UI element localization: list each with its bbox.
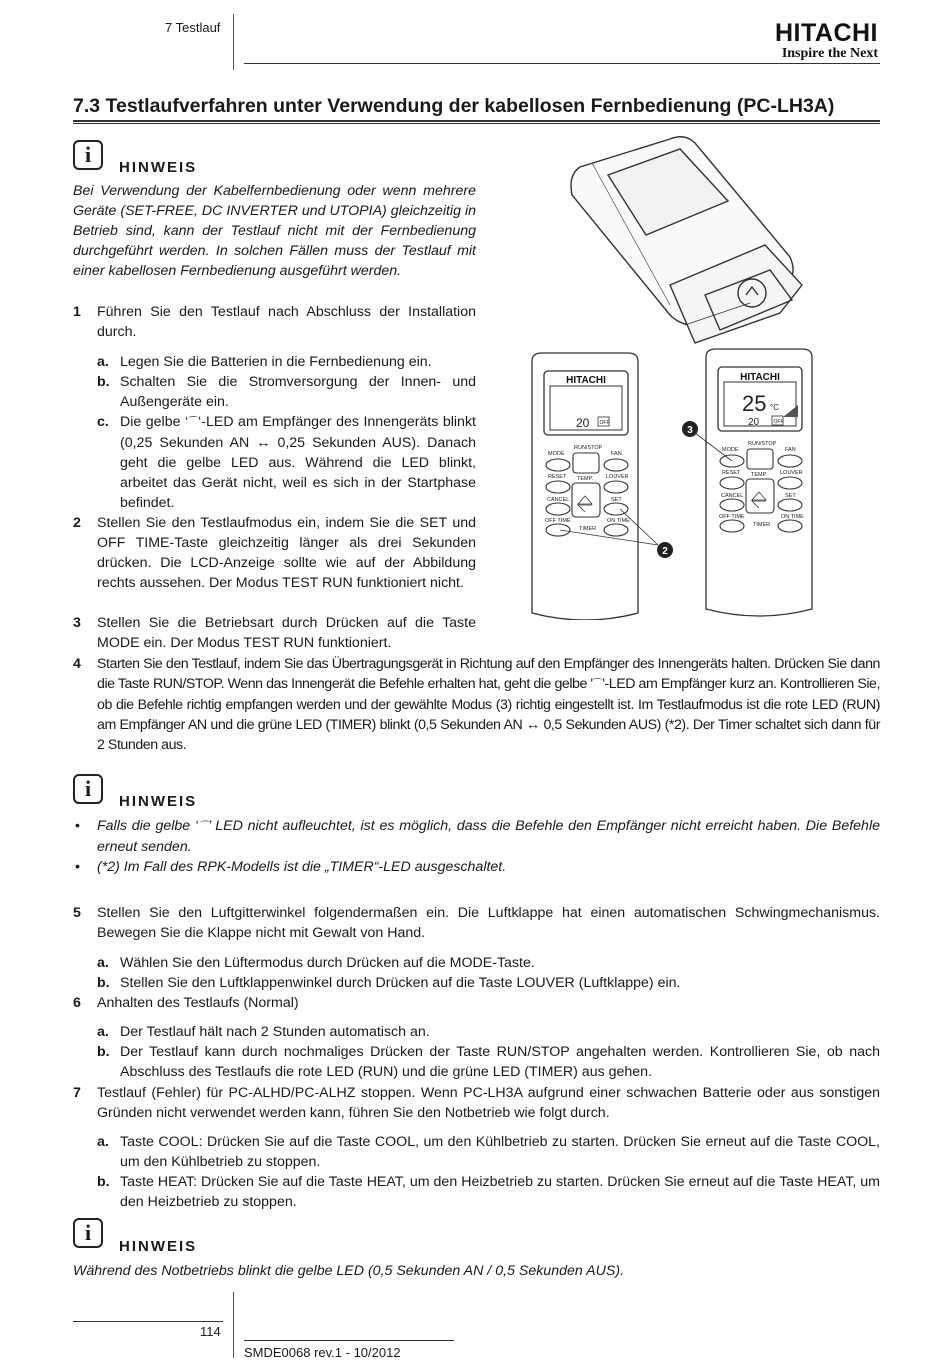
lcd-temp-unit: °C (770, 403, 779, 412)
substep-label: a. (97, 1134, 109, 1150)
step-4-pre: Starten Sie den Testlauf, indem Sie das Übertragungsgerät in Richtung auf den Empfänger des Innengeräts halten. Drücken Sie dann die Taste RUN/STOP. Wenn das Innengerät die Befehle erhalten hat, geht die gelbe ' (97, 656, 880, 692)
footer-divider (233, 1292, 234, 1358)
step-5b-text: Stellen Sie den Luftklappenwinkel durch Drücken auf die Taste LOUVER (Luftklappe) ein. (120, 975, 681, 991)
step-6b-text: Der Testlauf kann durch nochmaliges Drücken der Taste RUN/STOP angehalten werden. Kontrollieren Sie, ob nach Abschluss des Testlaufs die rote LED (RUN) und die grüne LED (TIMER) aus gehen. (120, 1044, 880, 1080)
btn-fan-label: FAN (611, 451, 622, 457)
substep-label: b. (97, 374, 110, 390)
step-4-post: '-LED am Empfänger kurz an. Kontrollieren Sie, ob die Befehle richtig empfangen werden und der gewählte Modus (3) richtig eingestellt ist. Im Testlaufmodus ist die rote LED (RUN) am Empfänger AN und die grüne LED (TIMER) blinkt (0,5 Sekunden AN ↔ 0,5 Sekunden AUS) (*2). Der Timer schaltet sich dann für 2 Stunden aus. (97, 676, 880, 753)
lcd-right-value: 20 (748, 417, 760, 428)
substep-label: a. (97, 955, 109, 971)
title-rule (73, 120, 880, 122)
btn-louver-label: LOUVER (606, 474, 629, 480)
header-divider (233, 14, 234, 70)
hinweis-heading: HINWEIS (119, 793, 198, 810)
info-icon: i (73, 1218, 103, 1248)
page-number: 114 (200, 1324, 221, 1339)
btn-ontime-label: ON TIME (781, 514, 804, 520)
btn-runstop-label: RUN/STOP (748, 441, 777, 447)
btn-cancel-label: CANCEL (547, 497, 570, 503)
step-5-text: Stellen Sie den Luftgitterwinkel folgendermaßen ein. Die Luftklappe hat einen automatischen Schwingmechanismus. Bewegen Sie die Klappe nicht mit Gewalt von Hand. (97, 905, 880, 941)
btn-louver-label: LOUVER (780, 470, 803, 476)
remote-control-figure (520, 135, 880, 620)
step-6-text: Anhalten des Testlaufs (Normal) (97, 995, 299, 1011)
hinweis-heading: HINWEIS (119, 159, 198, 176)
step-number: 6 (73, 995, 81, 1011)
btn-set-label: SET (785, 493, 796, 499)
btn-timer-label: TIMER (579, 526, 597, 532)
btn-set-label: SET (611, 497, 622, 503)
step-1c-text (120, 412, 476, 513)
btn-offtime-label: OFF TIME (719, 514, 745, 520)
note3-text: Während des Notbetriebs blinkt die gelbe LED (0,5 Sekunden AN / 0,5 Sekunden AUS). (73, 1263, 625, 1279)
step-4-text (97, 654, 880, 755)
bullet: • (75, 859, 80, 875)
callout-3-text: 3 (687, 425, 693, 436)
substep-label: a. (97, 1024, 109, 1040)
step-2-text: Stellen Sie den Testlaufmodus ein, indem Sie die SET und OFF TIME-Taste gleichzeitig länger als drei Sekunden drücken. Die LCD-Anzeige sollte wie auf der Abbildung rechts aussehen. Der Modus TEST RUN funktioniert nicht. (97, 515, 476, 591)
btn-timer-label: TIMER (753, 522, 771, 528)
substep-label: b. (97, 1044, 110, 1060)
btn-temp-label: TEMP. (751, 472, 768, 478)
substep-label: c. (97, 414, 109, 430)
lcd-off-label: OFF (773, 419, 784, 425)
btn-ontime-label: ON TIME (607, 518, 630, 524)
step-1b-text: Schalten Sie die Stromversorgung der Innen- und Außengeräte ein. (120, 374, 476, 410)
lcd-temp-value: 25 (742, 391, 767, 416)
step-7-text: Testlauf (Fehler) für PC-ALHD/PC-ALHZ stoppen. Wenn PC-LH3A aufgrund einer schwachen Batterie oder aus sonstigen Gründen nicht verwendet werden kann, führen Sie den Notbetrieb wie folgt durch. (97, 1085, 880, 1121)
lcd-left-value: 20 (576, 416, 590, 430)
led-signal-icon: ⌒ (188, 417, 199, 428)
info-icon: i (73, 140, 103, 170)
substep-label: b. (97, 975, 110, 991)
step-5a-text: Wählen Sie den Lüftermodus durch Drücken auf die MODE-Taste. (120, 955, 535, 971)
section-title: 7.3 Testlaufverfahren unter Verwendung der kabellosen Fernbedienung (PC-LH3A) (73, 95, 835, 117)
step-3-text: Stellen Sie die Betriebsart durch Drücken auf die Taste MODE ein. Der Modus TEST RUN funktioniert. (97, 615, 476, 651)
header-rule (244, 63, 880, 64)
led-signal-icon: ⌒ (592, 679, 603, 690)
step-1-text: Führen Sie den Testlauf nach Abschluss der Installation durch. (97, 304, 476, 340)
note2-b1-pre: Falls die gelbe ‘ (97, 818, 199, 834)
step-1a-text: Legen Sie die Batterien in die Fernbedienung ein. (120, 354, 432, 370)
remote-left-brand: HITACHI (566, 375, 606, 386)
step-number: 4 (73, 656, 81, 672)
substep-label: a. (97, 354, 109, 370)
btn-cancel-label: CANCEL (721, 493, 744, 499)
btn-mode-label: MODE (548, 451, 565, 457)
note2-b1-post: ’ LED nicht aufleuchtet, ist es möglich, dass die Befehle den Empfänger nicht erreicht haben. Die Befehle erneut senden. (97, 818, 880, 855)
step-1c-pre: Die gelbe ‘ (120, 414, 189, 430)
step-7a-text: Taste COOL: Drücken Sie auf die Taste COOL, um den Kühlbetrieb zu starten. Drücken Sie erneut auf die Taste COOL, um den Kühlbetrieb zu stoppen. (120, 1134, 880, 1170)
btn-mode-label: MODE (722, 447, 739, 453)
chapter-label: 7 Testlauf (165, 20, 221, 35)
step-number: 2 (73, 515, 81, 531)
title-rule-2 (73, 123, 880, 124)
lcd-off-label: OFF (599, 420, 610, 426)
btn-offtime-label: OFF TIME (545, 518, 571, 524)
document-reference: SMDE0068 rev.1 - 10/2012 (244, 1345, 401, 1360)
step-7b-text: Taste HEAT: Drücken Sie auf die Taste HEAT, um den Heizbetrieb zu starten. Drücken Sie erneut auf die Taste HEAT, um den Heizbetrieb zu stoppen. (120, 1174, 880, 1210)
step-number: 3 (73, 615, 81, 631)
bullet: • (75, 818, 80, 834)
substep-label: b. (97, 1174, 110, 1190)
hitachi-logo (775, 20, 878, 62)
step-number: 5 (73, 905, 81, 921)
remote-right-brand: HITACHI (740, 372, 780, 383)
logo-brand: HITACHI (774, 19, 878, 47)
step-1c-post: ‘-LED am Empfänger des Innengeräts blinkt (0,25 Sekunden AN ↔ 0,25 Sekunden AUS). Danach geht die gelbe LED aus. Während die LED blinkt, arbeitet das Gerät nicht, weil es sich in der Startphase befindet. (120, 414, 476, 511)
btn-fan-label: FAN (785, 447, 796, 453)
btn-runstop-label: RUN/STOP (574, 445, 603, 451)
remote-battery-illustration (571, 137, 802, 343)
step-number: 7 (73, 1085, 81, 1101)
logo-tagline: Inspire the Next (781, 46, 878, 61)
callout-2-text: 2 (662, 546, 668, 557)
note2-bullet-1 (97, 816, 880, 857)
note-text: Bei Verwendung der Kabelfernbedienung oder wenn mehrere Geräte (SET-FREE, DC INVERTER und UTOPIA) gleichzeitig in Betrieb sind, kann der Testlauf nicht mit der Fernbedienung durchgeführt werden. In solchen Fällen muss der Testlauf mit einer kabellosen Fernbedienung ausgeführt werden. (73, 183, 476, 279)
btn-reset-label: RESET (548, 474, 567, 480)
step-number: 1 (73, 304, 81, 320)
btn-temp-label: TEMP. (577, 476, 594, 482)
footer-rule-right (244, 1340, 454, 1341)
btn-reset-label: RESET (722, 470, 741, 476)
note2-bullet-2: (*2) Im Fall des RPK-Modells ist die „TIMER“-LED ausgeschaltet. (97, 859, 507, 875)
hinweis-heading: HINWEIS (119, 1238, 198, 1255)
step-6a-text: Der Testlauf hält nach 2 Stunden automatisch an. (120, 1024, 430, 1040)
info-icon: i (73, 774, 103, 804)
led-signal-icon: ⌒ (198, 821, 209, 832)
